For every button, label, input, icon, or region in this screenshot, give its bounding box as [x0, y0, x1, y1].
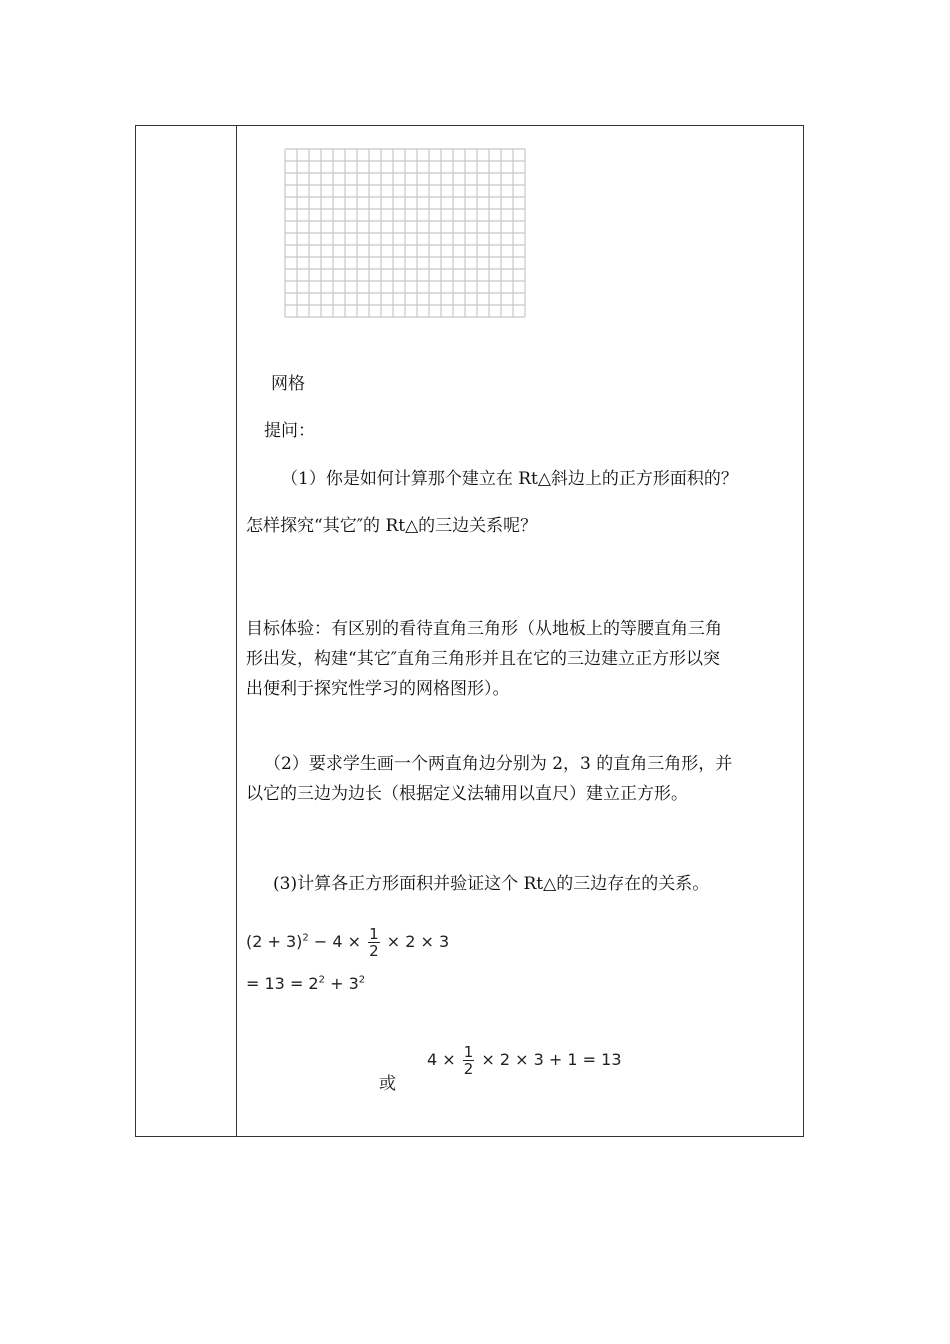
formula-area-expression — [246, 926, 449, 959]
formula-3-prefix: 4 × — [427, 1050, 456, 1069]
formula-3-fraction — [463, 1044, 475, 1077]
grid-caption: 网格 — [271, 374, 305, 394]
formula-3-denominator: 2 — [463, 1060, 474, 1078]
formula-3-numerator: 1 — [463, 1043, 474, 1061]
formula-3-suffix: × 2 × 3 + 1 = 13 — [481, 1050, 622, 1069]
question-1-line-2: 怎样探究“其它″的 Rt△的三边关系呢？ — [246, 516, 538, 536]
question-prompt: 提问： — [264, 421, 315, 441]
goal-line-2: 形出发，构建“其它″直角三角形并且在它的三边建立正方形以突 — [246, 649, 721, 669]
question-3-line-1: (3)计算各正方形面积并验证这个 Rt△的三边存在的关系。 — [273, 874, 710, 894]
question-2-line-1: （2）要求学生画一个两直角边分别为 2，3 的直角三角形，并 — [264, 754, 733, 774]
formula-2-prefix: = 13 = 2 — [246, 974, 319, 993]
goal-line-1: 目标体验：有区别的看待直角三角形（从地板上的等腰直角三角 — [246, 619, 722, 639]
column-divider — [236, 126, 237, 1136]
goal-line-3: 出便利于探究性学习的网格图形）。 — [246, 679, 510, 699]
lesson-table — [135, 125, 804, 1137]
formula-1-exponent: 2 — [302, 932, 309, 944]
formula-1-numerator: 1 — [369, 925, 379, 943]
formula-1-fraction — [368, 926, 380, 959]
or-label: 或 — [379, 1074, 396, 1094]
square-grid-figure — [284, 148, 528, 326]
formula-1-denominator: 2 — [369, 942, 379, 960]
formula-2-middle: + 3 — [324, 974, 359, 993]
formula-2-exponent-1: 2 — [318, 974, 325, 986]
question-1-line-1: （1）你是如何计算那个建立在 Rt△斜边上的正方形面积的？ — [281, 469, 738, 489]
formula-alternative — [427, 1044, 622, 1077]
formula-1-prefix: (2 + 3) — [246, 932, 303, 951]
formula-area-result — [246, 974, 365, 993]
question-2-line-2: 以它的三边为边长（根据定义法辅用以直尺）建立正方形。 — [246, 784, 688, 804]
formula-1-suffix: × 2 × 3 — [386, 932, 450, 951]
formula-1-middle: − 4 × — [308, 932, 362, 951]
formula-2-exponent-2: 2 — [358, 974, 366, 986]
